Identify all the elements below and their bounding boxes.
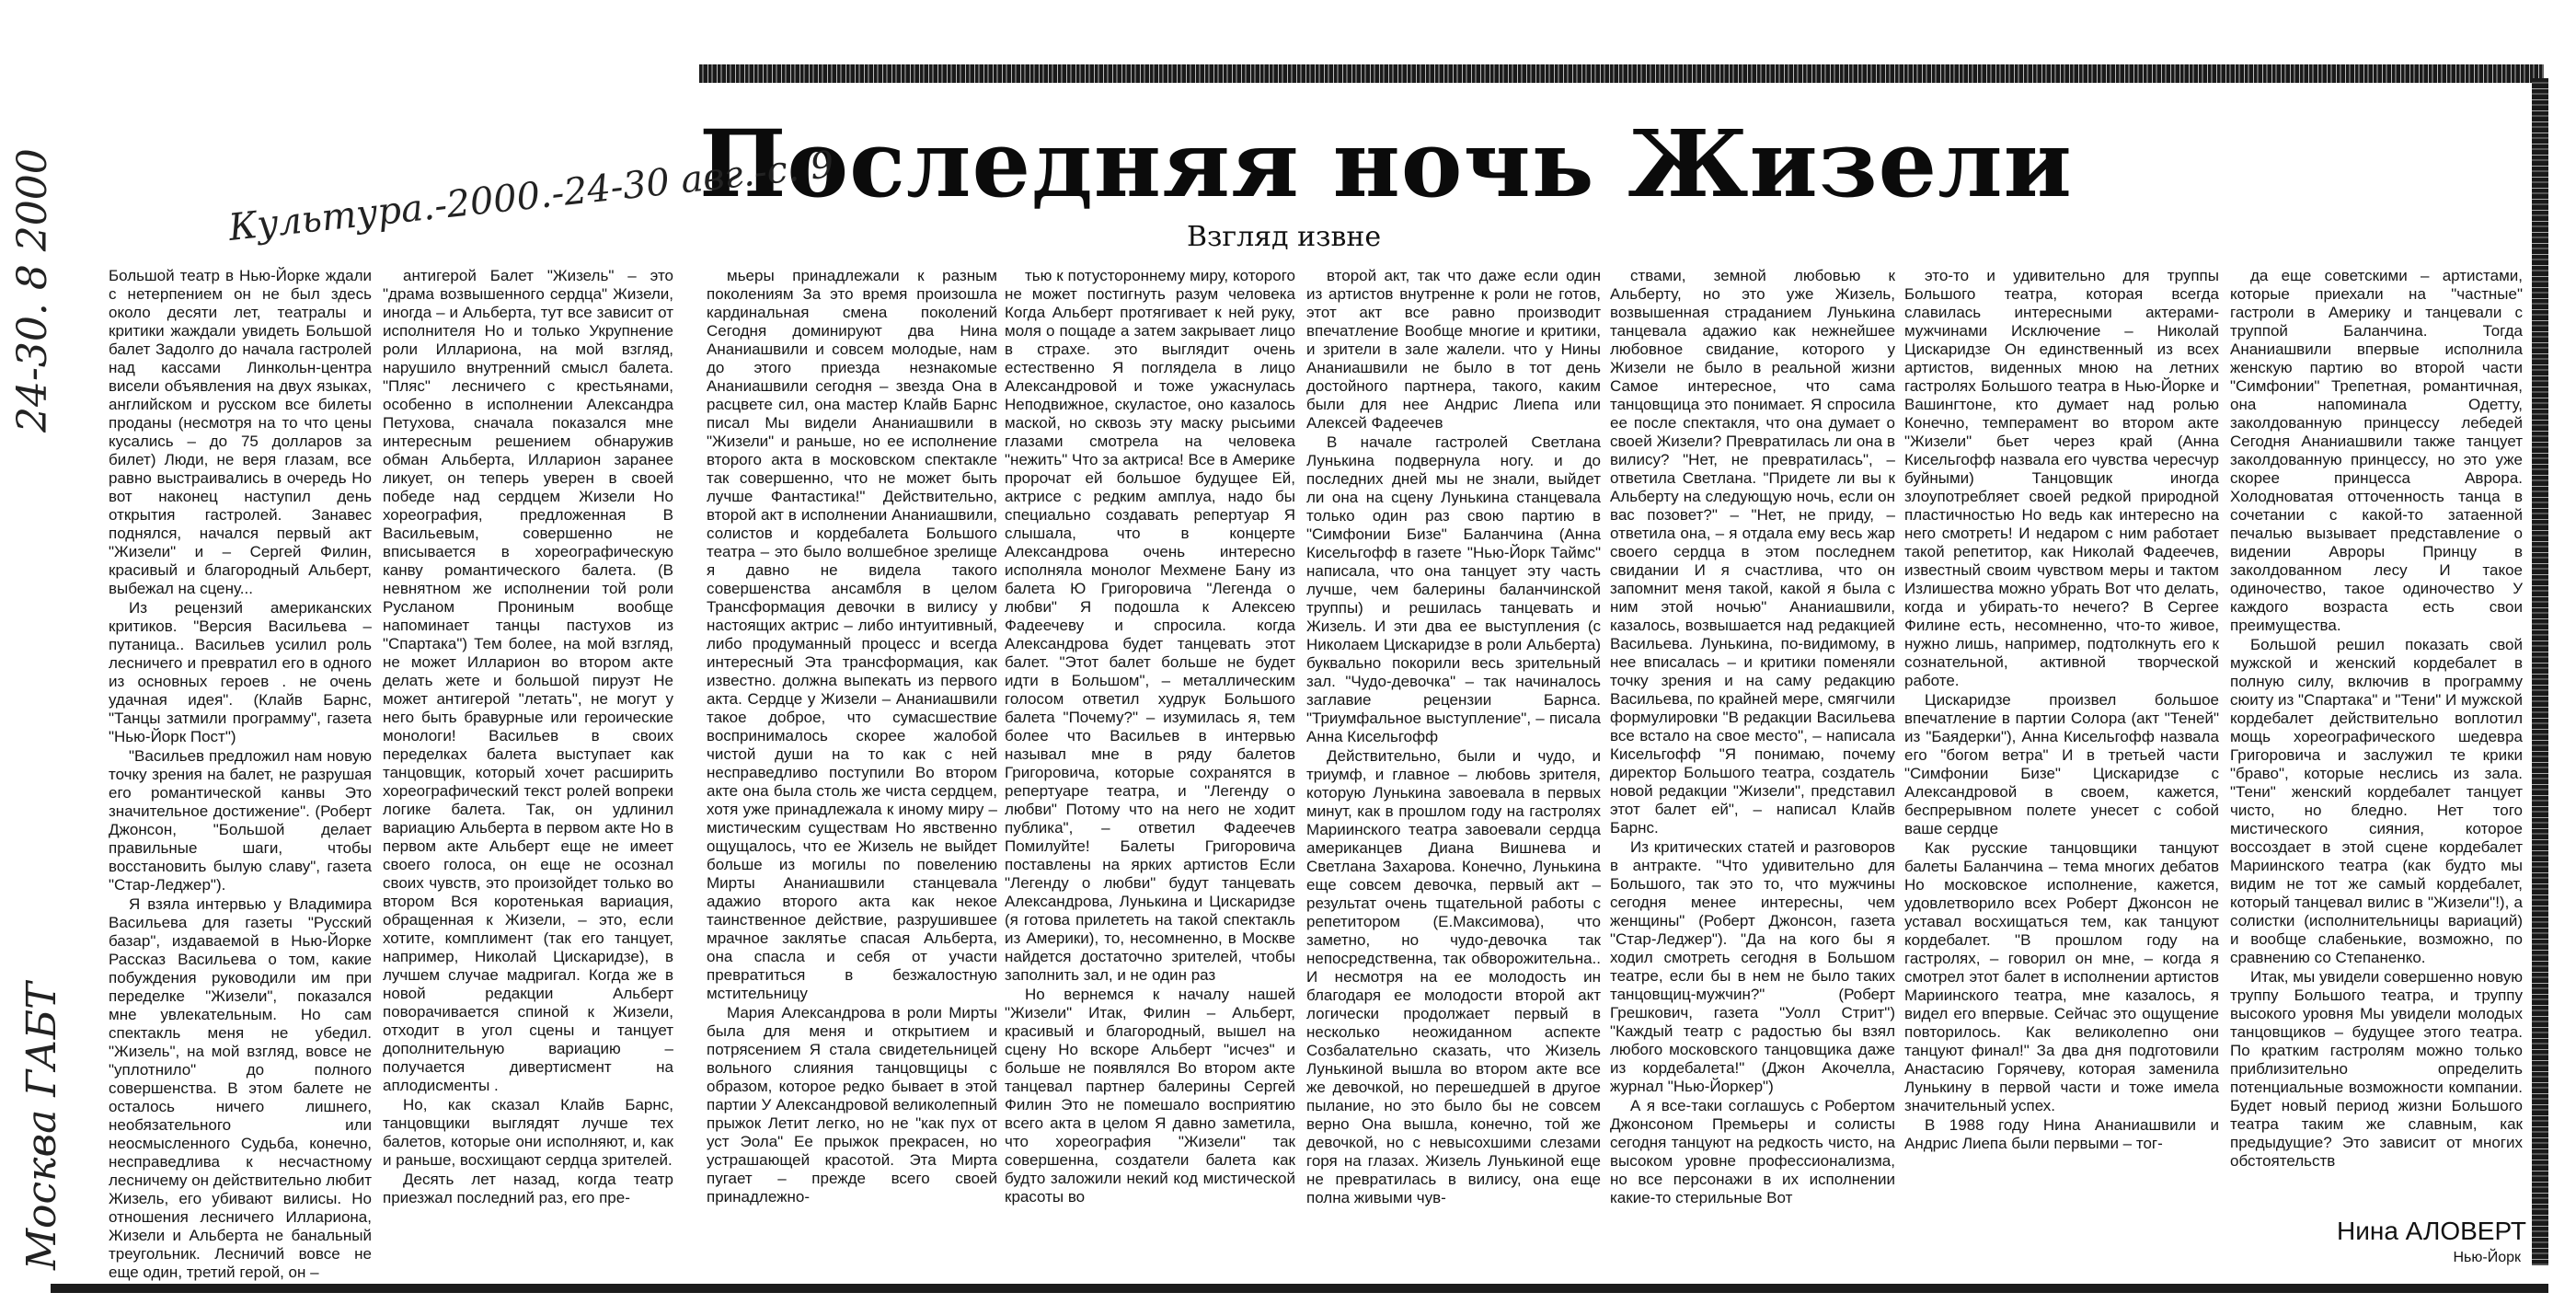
author-name: Нина АЛОВЕРТ [2337, 1217, 2526, 1245]
paragraph: второй акт, так что даже если один из артистов внутренне к роли не готов, этот акт все равно производит впечатление Вообще многие и критики, и зрители в зале жалели. что у Нины Ананиашвили не было в тот день достойного партнера, такого, каким были для нее Андрис Лиепа или Алексей Фадеечев [1306, 267, 1601, 432]
text-column-6 [1610, 267, 1895, 1282]
paragraph: Но вернемся к началу нашей "Жизели" Итак, Филин – Альберт, красивый и благородный, вышел на сцену Но вскоре Альберт "исчез" и больше не появлялся Во втором акте танцевал партнер балерины Сергей Филин Это не помешало восприятию всего акта в целом Я давно заметила, что хореография "Жизели" так совершенна, создатели балета как будто заложили некий код мистической красоты во [1005, 986, 1295, 1206]
paragraph: антигерой Балет "Жизель" – это "драма возвышенного сердца" Жизели, иногда – и Альберта, тут все зависит от исполнителя Но и только Укрупнение роли Иллариона, на мой взгляд, нарушило внутренний смысл балета. "Пляс" лесничего с крестьянами, особенно в исполнении Александра Петухова, сначала показался мне интересным решением обнаружив обман Альберта, Илларион заранее ликует, он теперь уверен в своей победе над сердцем Жизели Но хореография, предложенная В Васильевым, совершенно не вписывается в хореографическую канву романтического балета. (В невнятном же исполнении той роли Русланом Прониным вообще напоминает танцы пастухов из "Спартака") Тем более, на мой взгляд, не может Илларион во втором акте делать жете и большой пируэт Не может антигерой "летать", не могут у него быть бравурные или героические монологи! Васильев в своих переделках балета выступает как танцовщик, который хочет расширить хореографический текст ролей вопреки логике балета. Так, он удлинил вариацию Альберта в первом акте Но в первом акте Альберт еще не имеет своего голоса, он еще не осознал своих чувств, это произойдет только во втором Вся коротенькая вариация, обращенная к Жизели, – это, если хотите, комплимент (так его танцует, например, Николай Цискаридзе), в лучшем случае мадригал. Когда же в новой редакции Альберт поворачивается спиной к Жизели, отходит в угол сцены и танцует дополнительную вариацию – получается дивертисмент на аплодисменты . [383, 267, 673, 1094]
paragraph: Действительно, были и чудо, и триумф, и главное – любовь зрителя, которую Лунькина завоевала в первых минут, как в прошлом году на гастролях Мариинского театра завоевали сердца американцев Диана Вишнева и Светлана Захарова. Конечно, Лунькина еще совсем девочка, первый акт – результат очень тщательной работы с репетитором (Е.Максимова), что заметно, но чудо-девочка так непосредственна, так обворожительна.. И несмотря на ее молодость ин благодаря ее молодости второй акт логически продолжает первый в несколько неожиданном аспекте Созбалательно сказать, что Жизель Лунькиной вышла во втором акте все же девочкой, но перешедшей в другое пылание, но это было бы не совсем верно Она вышла, конечно, той же девочкой, но с невысохшими слезами горя на глазах. Жизель Лунькиной еще не превратилась в вилису, она еще полна живыми чув- [1306, 747, 1601, 1206]
paragraph: Из критических статей и разговоров в антракте. "Что удивительно для Большого, так это то, что мужчины сегодня менее интересны, чем женщины" (Роберт Джонсон, газета "Стар-Леджер"). "Да на кого бы я ходил смотреть сегодня в Большом театре, если бы в нем не было таких танцовщиц-мужчин?" (Роберт Грешкович, газета "Уолл Стрит") "Каждый театр с радостью бы взял любого московского танцовщика даже из кордебалета!" (Джон Акочелла, журнал "Нью-Йоркер") [1610, 838, 1895, 1095]
scan-border-top [699, 64, 2544, 83]
scan-border-right [2532, 78, 2548, 1265]
paragraph: Большой решил показать свой мужской и женский кордебалет в полную силу, включив в программу сюиту из "Спартака" и "Тени" И мужской кордебалет действительно воплотил мощь хореографического шедевра Григоровича и заслужил те крики "браво", которые неслись из зала. "Тени" женский кордебалет танцует чисто, но бледно. Нет того мистического сияния, которое воссоздает в этой сцене кордебалет Мариинского театра (как будто мы видим не тот же самый кордебалет, который танцевал вилис в "Жизели"!), а солистки (исполнительницы вариаций) и вообще слабенькие, возможно, по сравнению со Степаненко. [2230, 636, 2523, 966]
paragraph: Но, как сказал Клайв Барнс, танцовщики выглядят лучше тех балетов, которые они исполняют, и, как и раньше, восхищают сердца зрителей. [383, 1096, 673, 1169]
paragraph: В начале гастролей Светлана Лунькина подвернула ногу. и до последних дней мы не знали, выйдет ли она на сцену Лунькина станцевала только один раз свою партию в "Симфонии Бизе" Баланчина (Анна Кисельгофф в газете "Нью-Йорк Таймс" написала, что она танцует эту часть лучше, чем балерины баланчинской труппы) и решилась танцевать и Жизель. И эти два ее выступления (с Николаем Цискаридзе в роли Альберта) буквально покорили весь зрительный зал. "Чудо-девочка" – так начиналось заглавие рецензии Барнса. "Триумфальное выступление", – писала Анна Кисельгофф [1306, 433, 1601, 745]
scan-border-bottom [51, 1284, 2548, 1293]
paragraph: ствами, земной любовью к Альберту, но это уже Жизель, возвышенная страданием Лунькина танцевала адажио как нежнейшее любовное свидание, которого у Жизели не было в реальной жизни Самое интересное, что сама танцовщица это понимает. Я спросила ее после спектакля, что она думает о своей Жизели? Превратилась ли она в вилису? "Нет, не превратилась", – ответила Светлана. "Придете ли вы к Альберту на следующую ночь, если он вас позовет?" – "Нет, не приду, – ответила она, – я отдала ему весь жар своего сердца в этом последнем свидании И я счастлива, что он запомнит меня такой, какой я была с ним этой ночью" Ананиашвили, казалось, возвышается над редакцией Васильева. Лунькина, по-видимому, в нее вписалась – и критики поменяли точку зрения и на саму редакцию Васильева, по крайней мере, смягчили формулировки "В редакции Васильева все встало на свое место", – написала Кисельгофф "Я понимаю, почему директор Большого театра, создатель новой редакции "Жизели", представил этот балет ей", – написал Клайв Барнс. [1610, 267, 1895, 837]
paragraph: Цискаридзе произвел большое впечатление в партии Солора (акт "Теней" из "Баядерки"), Анна Кисельгофф назвала его "богом ветра" И в третьей части "Симфонии Бизе" Цискаридзе с Александровой в своем, кажется, беспрерывном полете унесет с собой ваше сердце [1904, 691, 2219, 837]
article-headline: Последняя ночь Жизели [699, 110, 2073, 218]
paragraph: А я все-таки соглашусь с Робертом Джонсоном Премьеры и солисты сегодня танцуют на редкость чисто, на высоком уровне профессионализма, но все персонажи в их исполнении какие-то стерильные Вот [1610, 1097, 1895, 1206]
text-column-2 [383, 267, 673, 1282]
text-column-8 [2230, 267, 2523, 1215]
paragraph: тью к потустороннему миру, которого не может постигнуть разум человека Когда Альберт протягивает к ней руку, моля о пощаде а затем закрывает лицо в страхе. это выглядит очень естественно Я поглядела в лицо Александровой и тоже ужаснулась Неподвижное, скуластое, оно казалось маской, но сквозь эту маску рысьими глазами смотрела на человека "нежить" Что за актриса! Все в Америке пророчат ей большое будущее Ей, актрисе с редким амплуа, надо бы специально создавать репертуар Я слышала, что в концерте Александрова очень интересно исполняла монолог Мехмене Бану из балета Ю Григоровича "Легенда о любви" Я подошла к Алексею Фадеечеву и спросила. когда Александрова будет танцевать этот балет. "Этот балет больше не будет идти в Большом", – металлическим голосом ответил худрук Большого балета "Почему?" – изумилась я, тем более что Васильев в интервью называл мне в ряду балетов Григоровича, которые сохранятся в репертуаре театра, и "Легенду о любви" Потому что на него не ходит публика", – ответил Фадеечев Помилуйте! Балеты Григоровича поставлены на ярких артистов Если "Легенду о любви" будут танцевать Александрова, Лунькина и Цискаридзе (я готова прилететь на такой спектакль из Америки), то, несомненно, в Москве найдется достаточно зрителей, чтобы заполнить зал, и не один раз [1005, 267, 1295, 984]
paragraph: мьеры принадлежали к разным поколениям За это время произошла кардинальная смена поколений Сегодня доминируют два Нина Ананиашвили и совсем молодые, нам до этого приезда незнакомые Ананиашвили сегодня – звезда Она в расцвете сил, она мастер Клайв Барнс писал Мы видели Ананиашвили в "Жизели" и раньше, но ее исполнение второго акта в московском спектакле так совершенно, что не может быть лучше Фантастика!" Действительно, второй акт в исполнении Ананиашвили, солистов и кордебалета Большого театра – это было волшебное зрелище я давно не видела такого совершенства ансамбля в целом Трансформация девочки в вилису у настоящих актрис – либо интуитивный, либо продуманный процесс и всегда интересный Эта трансформация, как известно. должна выпекать из первого акта. Сердце у Жизели – Ананиашвили такое доброе, что сумасшествие воспринималось скорее жалобой чистой души на то как с ней несправедливо поступили Во втором акте она была столь же чиста сердцем, хотя уже принадлежала к иному миру – мистическим существам Но явственно ощущалось, что ее Жизель не выйдет больше из могилы по повелению Мирты Ананиашвили станцевала адажио второго акта как некое таинственное действие, разрушившее мрачное заклятье спасая Альберта, она спасла и себя от участи превратиться в безжалостную мстительницу [707, 267, 997, 1002]
paragraph: да еще советскими – артистами, которые приехали на "частные" гастроли в Америку и танцевали с труппой Баланчина. Тогда Ананиашвили впервые исполнила женскую партию во второй части "Симфонии" Трепетная, романтичная, она напоминала Одетту, заколдованную принцессу лебедей Сегодня Ананиашвили также танцует заколдованную принцессу, но это уже скорее принцесса Аврора. Холодноватая отточенность танца в сочетании с какой-то затаенной печалью вызывает представление о видении Авроры Принцу в заколдованном лесу И такое одиночество, такое одиночество У каждого возраста есть свои преимущества. [2230, 267, 2523, 634]
paragraph: Итак, мы увидели совершенно новую труппу Большого театра, и труппу высокого уровня Мы увидели молодых танцовщиков – будущее этого театра. По кратким гастролям можно только приблизительно определить потенциальные возможности компании. Будет новый период жизни Большого театра таким же славным, как предыдущие? Это зависит от многих обстоятельств [2230, 968, 2523, 1170]
paragraph: Из рецензий американских критиков. "Версия Васильева – путаница.. Васильев усилил роль лесничего и превратил его в одного из основных героев . не очень удачная идея". (Клайв Барнс, "Танцы затмили программу", газета "Нью-Йорк Пост") [109, 599, 372, 745]
text-column-7 [1904, 267, 2219, 1282]
handwritten-citation: Культура.-2000.-24-30 авг.-с. 9 [226, 144, 836, 249]
paragraph: В 1988 году Нина Ананиашвили и Андрис Лиепа были первыми – тог- [1904, 1116, 2219, 1152]
paragraph: это-то и удивительно для труппы Большого театра, которая всегда славилась интересными актерами-мужчинами Исключение – Николай Цискаридзе Он единственный из всех артистов, виденных мною на летних гастролях Большого театра в Нью-Йорке и Вашингтоне, кто думает над ролью Конечно, темперамент во втором акте "Жизели" бьет через край (Анна Кисельгофф назвала его чувства чересчур буйными) Танцовщик иногда злоупотребляет своей редкой природной пластичностью Но ведь как интересно на него смотреть! И недаром с ним работает такой репетитор, как Николай Фадеечев, известный своим чувством меры и тактом Излишества можно убрать Вот что делать, когда и убирать-то нечего? В Сергее Филине есть, несомненно, что-то живое, нужно лишь, например, подтолкнуть его к сознательной, активной творческой работе. [1904, 267, 2219, 689]
article-subheading: Взгляд извне [1187, 221, 1382, 253]
paragraph: Большой театр в Нью-Йорке ждали с нетерпением он не был здесь около десяти лет, театралы и критики жаждали увидеть Большой балет Задолго до начала гастролей над кассами Линкольн-центра висели объявления на двух языках, английском и русском все билеты проданы (несмотря на то что цены кусались – до 75 долларов за билет) Люди, не веря глазам, все равно выстраивались в очередь Но вот наконец наступил день открытия гастролей. Занавес поднялся, начался первый акт "Жизели" и – Сергей Филин, красивый и благородный Альберт, выбежал на сцену... [109, 267, 372, 597]
handwritten-date: 24-30. 8 2000 [9, 148, 56, 433]
paragraph: Десять лет назад, когда театр приезжал последний раз, его пре- [383, 1171, 673, 1206]
text-column-4 [1005, 267, 1295, 1282]
paragraph: "Васильев предложил нам новую точку зрения на балет, не разрушая его романтической канвы Это значительное достижение". (Роберт Джонсон, "Большой делает правильные шаги, чтобы восстановить былую славу", газета "Стар-Леджер"). [109, 747, 372, 894]
author-city: Нью-Йорк [2453, 1250, 2521, 1265]
paragraph: Как русские танцовщики танцуют балеты Баланчина – тема многих дебатов Но московское исполнение, кажется, удовлетворило всех Роберт Джонсон не уставал восхищаться тем, как танцуют кордебалет. "В прошлом году на гастролях, – говорил он мне, – когда я смотрел этот балет в исполнении артистов Мариинского театра, мне казалось, я видел его впервые. Сейчас это ощущение повторилось. Как великолепно они танцуют финал!" За два дня подготовили Анастасию Горячеву, которая заменила Лунькину в первой части и тоже имела значительный успех. [1904, 839, 2219, 1114]
paragraph: Я взяла интервью у Владимира Васильева для газеты "Русский базар", издаваемой в Нью-Йорке Рассказ Васильева о том, какие побуждения руководили им при переделке "Жизели", показался мне увлекательным. Но сам спектакль меня не убедил. "Жизель", на мой взгляд, вовсе не "уплотнило" до полного совершенства. В этом балете не осталось ничего лишнего, необязательного или неосмысленного Судьба, конечно, несправедлива к несчастному лесничему он действительно любит Жизель, его убивают вилисы. Но отношения лесничего Иллариона, Жизели и Альберта не банальный треугольник. Лесничий вовсе не еще один, третий герой, он – [109, 895, 372, 1281]
paragraph: Мария Александрова в роли Мирты была для меня и открытием и потрясением Я стала свидетельницей вольного слияния танцовщицы с образом, которое редко бывает в этой партии У Александровой великолепный прыжок Летит легко, но не "как пух от уст Эола" Ее прыжок прекрасен, но устрашающей красотой. Эта Мирта пугает – прежде всего своей принадлежно- [707, 1004, 997, 1206]
text-column-1 [109, 267, 372, 1282]
handwritten-source: Москва ГАБТ [18, 982, 65, 1270]
text-column-5 [1306, 267, 1601, 1282]
text-column-3 [707, 267, 997, 1282]
